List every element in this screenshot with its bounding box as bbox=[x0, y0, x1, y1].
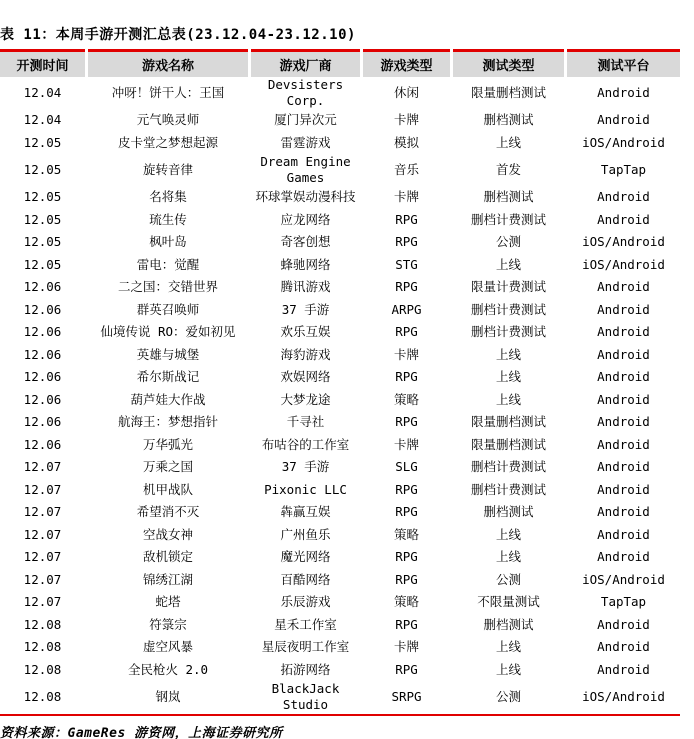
cell-game-name: 群英召唤师 bbox=[136, 301, 200, 317]
page-title: 表 11：本周手游开测汇总表(23.12.04-23.12.10) bbox=[0, 27, 356, 43]
cell-game-name: 旋转音律 bbox=[142, 162, 193, 177]
cell-game-type: 卡牌 bbox=[393, 346, 419, 362]
cell-game-name: 锦绣江湖 bbox=[142, 571, 193, 587]
table-row bbox=[0, 132, 680, 155]
cell-launch-date: 12.07 bbox=[23, 526, 62, 542]
cell-company: 广州鱼乐 bbox=[280, 526, 331, 542]
table-row bbox=[0, 524, 680, 547]
cell-game-type: RPG bbox=[395, 211, 418, 227]
cell-launch-date: 12.07 bbox=[23, 459, 62, 475]
cell-game-name: 名将集 bbox=[149, 189, 187, 205]
cell-platform: Android bbox=[597, 459, 650, 475]
cell-game-name: 葫芦娃大作战 bbox=[130, 391, 206, 407]
cell-game-name: 蛇塔 bbox=[155, 594, 181, 610]
cell-game-name: 全民枪火 2.0 bbox=[127, 661, 209, 677]
cell-platform: iOS/Android bbox=[582, 571, 665, 587]
cell-game-name: 希尔斯战记 bbox=[136, 369, 200, 385]
cell-platform: Android bbox=[597, 301, 650, 317]
cell-game-type: 模拟 bbox=[393, 134, 419, 150]
cell-launch-date: 12.06 bbox=[23, 414, 62, 430]
cell-game-type: RPG bbox=[395, 504, 418, 520]
cell-company: 欢娱网络 bbox=[280, 369, 331, 385]
cell-company: 雷霆游戏 bbox=[280, 134, 331, 150]
cell-company: 乐辰游戏 bbox=[280, 594, 331, 610]
cell-company: 37 手游 bbox=[281, 459, 330, 475]
cell-test-type: 首发 bbox=[495, 162, 521, 177]
table-row bbox=[0, 659, 680, 682]
cell-launch-date: 12.07 bbox=[23, 481, 62, 497]
cell-game-type: 休闲 bbox=[393, 85, 419, 100]
cell-game-name: 空战女神 bbox=[142, 526, 193, 542]
cell-game-type: RPG bbox=[395, 234, 418, 250]
cell-game-type: 策略 bbox=[393, 526, 419, 542]
cell-test-type: 删档测试 bbox=[483, 189, 534, 205]
cell-company: 星禾工作室 bbox=[274, 616, 337, 632]
header-company: 游戏厂商 bbox=[251, 49, 360, 77]
cell-game-type: 策略 bbox=[393, 391, 419, 407]
cell-game-type: RPG bbox=[395, 616, 418, 632]
table-row bbox=[0, 681, 680, 713]
cell-launch-date: 12.06 bbox=[23, 301, 62, 317]
cell-game-type: STG bbox=[395, 256, 418, 272]
cell-platform: Android bbox=[597, 616, 650, 632]
cell-platform: Android bbox=[597, 189, 650, 205]
cell-platform: TapTap bbox=[600, 162, 647, 177]
cell-game-name: 仙境传说 RO：爱如初见 bbox=[100, 324, 236, 340]
cell-game-type: RPG bbox=[395, 661, 418, 677]
cell-test-type: 删档测试 bbox=[483, 616, 534, 632]
table-row bbox=[0, 456, 680, 479]
table-row bbox=[0, 77, 680, 109]
cell-launch-date: 12.07 bbox=[23, 594, 62, 610]
cell-platform: Android bbox=[597, 324, 650, 340]
cell-test-type: 上线 bbox=[495, 549, 521, 565]
cell-test-type: 删档计费测试 bbox=[470, 459, 546, 475]
cell-launch-date: 12.08 bbox=[23, 661, 62, 677]
cell-game-type: 卡牌 bbox=[393, 189, 419, 205]
header-game-name: 游戏名称 bbox=[88, 49, 248, 77]
cell-company: 奇客创想 bbox=[280, 234, 331, 250]
header-launch-date: 开测时间 bbox=[0, 49, 85, 77]
cell-game-name: 虚空风暴 bbox=[142, 639, 193, 655]
cell-test-type: 删档计费测试 bbox=[470, 211, 546, 227]
cell-launch-date: 12.05 bbox=[23, 234, 62, 250]
cell-platform: Android bbox=[597, 414, 650, 430]
cell-launch-date: 12.05 bbox=[23, 134, 62, 150]
cell-game-name: 敌机锁定 bbox=[142, 549, 193, 565]
cell-launch-date: 12.05 bbox=[23, 189, 62, 205]
cell-company: 环球掌娱动漫科技 bbox=[255, 189, 356, 205]
table-row bbox=[0, 109, 680, 132]
cell-platform: Android bbox=[597, 436, 650, 452]
table-row bbox=[0, 636, 680, 659]
cell-test-type: 公测 bbox=[495, 234, 521, 250]
cell-company: Dream Engine Games bbox=[260, 154, 351, 185]
table-body bbox=[0, 77, 680, 713]
cell-platform: Android bbox=[597, 391, 650, 407]
cell-company: 百酷网络 bbox=[280, 571, 331, 587]
table-row bbox=[0, 299, 680, 322]
cell-test-type: 上线 bbox=[495, 391, 521, 407]
cell-test-type: 删档测试 bbox=[483, 112, 534, 128]
table-row bbox=[0, 209, 680, 232]
cell-company: BlackJack Studio bbox=[271, 681, 340, 712]
cell-test-type: 上线 bbox=[495, 526, 521, 542]
header-game-type: 游戏类型 bbox=[363, 49, 450, 77]
cell-game-name: 枫叶岛 bbox=[149, 234, 187, 250]
cell-platform: iOS/Android bbox=[582, 256, 665, 272]
cell-platform: Android bbox=[597, 526, 650, 542]
game-launch-table bbox=[0, 49, 680, 713]
table-row bbox=[0, 154, 680, 186]
cell-game-type: RPG bbox=[395, 369, 418, 385]
cell-game-name: 元气唤灵师 bbox=[136, 112, 200, 128]
cell-game-type: SLG bbox=[395, 459, 418, 475]
cell-launch-date: 12.06 bbox=[23, 346, 62, 362]
cell-launch-date: 12.08 bbox=[23, 639, 62, 655]
cell-game-name: 雷电：觉醒 bbox=[136, 256, 200, 272]
cell-test-type: 上线 bbox=[495, 346, 521, 362]
cell-platform: iOS/Android bbox=[582, 689, 665, 704]
cell-game-name: 皮卡堂之梦想起源 bbox=[117, 134, 218, 150]
cell-platform: Android bbox=[597, 211, 650, 227]
cell-launch-date: 12.06 bbox=[23, 391, 62, 407]
table-row bbox=[0, 546, 680, 569]
cell-company: 魔光网络 bbox=[280, 549, 331, 565]
table-row bbox=[0, 366, 680, 389]
cell-game-type: 卡牌 bbox=[393, 112, 419, 128]
cell-platform: Android bbox=[597, 481, 650, 497]
cell-platform: iOS/Android bbox=[582, 234, 665, 250]
table-row bbox=[0, 186, 680, 209]
cell-platform: Android bbox=[597, 369, 650, 385]
cell-game-type: 策略 bbox=[393, 594, 419, 610]
cell-launch-date: 12.06 bbox=[23, 436, 62, 452]
table-row bbox=[0, 501, 680, 524]
table-row bbox=[0, 276, 680, 299]
table-row bbox=[0, 569, 680, 592]
cell-game-type: RPG bbox=[395, 279, 418, 295]
cell-company: 37 手游 bbox=[281, 301, 330, 317]
cell-platform: Android bbox=[597, 112, 650, 128]
cell-company: 蜂驰网络 bbox=[280, 256, 331, 272]
cell-platform: Android bbox=[597, 549, 650, 565]
cell-test-type: 限量删档测试 bbox=[470, 85, 546, 100]
cell-game-name: 冲呀！饼干人：王国 bbox=[111, 85, 225, 100]
cell-game-type: 卡牌 bbox=[393, 436, 419, 452]
table-row bbox=[0, 321, 680, 344]
table-row bbox=[0, 389, 680, 412]
cell-launch-date: 12.04 bbox=[23, 85, 62, 100]
cell-company: 犇赢互娱 bbox=[280, 504, 331, 520]
cell-game-type: SRPG bbox=[391, 689, 422, 704]
cell-test-type: 上线 bbox=[495, 369, 521, 385]
cell-platform: Android bbox=[597, 504, 650, 520]
cell-launch-date: 12.04 bbox=[23, 112, 62, 128]
cell-platform: Android bbox=[597, 279, 650, 295]
cell-test-type: 上线 bbox=[495, 134, 521, 150]
table-row bbox=[0, 434, 680, 457]
cell-game-name: 符箓宗 bbox=[149, 616, 187, 632]
cell-test-type: 上线 bbox=[495, 661, 521, 677]
cell-game-name: 万乘之国 bbox=[142, 459, 193, 475]
cell-launch-date: 12.07 bbox=[23, 504, 62, 520]
cell-game-name: 琉生传 bbox=[149, 211, 187, 227]
header-test-type: 测试类型 bbox=[453, 49, 564, 77]
cell-company: 腾讯游戏 bbox=[280, 279, 331, 295]
cell-test-type: 上线 bbox=[495, 256, 521, 272]
source-note: 资料来源：GameRes 游资网，上海证券研究所 bbox=[0, 726, 283, 739]
cell-game-name: 航海王：梦想指针 bbox=[117, 414, 218, 430]
cell-launch-date: 12.06 bbox=[23, 369, 62, 385]
cell-platform: iOS/Android bbox=[582, 134, 665, 150]
cell-test-type: 限量计费测试 bbox=[470, 279, 546, 295]
cell-launch-date: 12.08 bbox=[23, 689, 62, 704]
cell-game-name: 机甲战队 bbox=[142, 481, 193, 497]
cell-game-type: RPG bbox=[395, 414, 418, 430]
cell-test-type: 删档计费测试 bbox=[470, 301, 546, 317]
cell-company: 布咕谷的工作室 bbox=[261, 436, 350, 452]
cell-game-type: RPG bbox=[395, 481, 418, 497]
cell-launch-date: 12.08 bbox=[23, 616, 62, 632]
cell-game-type: 音乐 bbox=[393, 162, 419, 177]
table-header-row bbox=[0, 49, 680, 77]
cell-company: 拓游网络 bbox=[280, 661, 331, 677]
cell-platform: Android bbox=[597, 661, 650, 677]
cell-launch-date: 12.06 bbox=[23, 279, 62, 295]
cell-test-type: 限量删档测试 bbox=[470, 414, 546, 430]
cell-game-type: ARPG bbox=[391, 301, 422, 317]
table-row bbox=[0, 591, 680, 614]
cell-platform: Android bbox=[597, 639, 650, 655]
cell-test-type: 删档计费测试 bbox=[470, 324, 546, 340]
table-row bbox=[0, 411, 680, 434]
table-row bbox=[0, 254, 680, 277]
cell-game-name: 二之国：交错世界 bbox=[117, 279, 218, 295]
cell-launch-date: 12.07 bbox=[23, 549, 62, 565]
cell-platform: Android bbox=[597, 346, 650, 362]
cell-test-type: 公测 bbox=[495, 571, 521, 587]
cell-game-name: 万华弧光 bbox=[142, 436, 193, 452]
table-row bbox=[0, 231, 680, 254]
cell-launch-date: 12.05 bbox=[23, 211, 62, 227]
cell-launch-date: 12.05 bbox=[23, 162, 62, 177]
cell-company: 欢乐互娱 bbox=[280, 324, 331, 340]
cell-company: 厦门异次元 bbox=[274, 112, 337, 128]
cell-launch-date: 12.06 bbox=[23, 324, 62, 340]
cell-launch-date: 12.07 bbox=[23, 571, 62, 587]
cell-game-type: RPG bbox=[395, 571, 418, 587]
cell-test-type: 删档测试 bbox=[483, 504, 534, 520]
cell-game-name: 英雄与城堡 bbox=[136, 346, 200, 362]
cell-game-name: 希望消不灭 bbox=[136, 504, 200, 520]
table-row bbox=[0, 614, 680, 637]
cell-company: 海豹游戏 bbox=[280, 346, 331, 362]
cell-company: Devsisters Corp. bbox=[267, 77, 344, 108]
cell-test-type: 上线 bbox=[495, 639, 521, 655]
cell-game-type: RPG bbox=[395, 324, 418, 340]
cell-test-type: 限量删档测试 bbox=[470, 436, 546, 452]
cell-test-type: 删档计费测试 bbox=[470, 481, 546, 497]
cell-company: 千寻社 bbox=[286, 414, 325, 430]
cell-company: Pixonic LLC bbox=[264, 481, 347, 497]
cell-game-type: 卡牌 bbox=[393, 639, 419, 655]
header-platform: 测试平台 bbox=[567, 49, 680, 77]
table-row bbox=[0, 344, 680, 367]
cell-test-type: 公测 bbox=[495, 689, 521, 704]
cell-game-name: 钢岚 bbox=[155, 689, 181, 704]
cell-company: 应龙网络 bbox=[280, 211, 331, 227]
cell-company: 星辰夜明工作室 bbox=[261, 639, 350, 655]
cell-platform: TapTap bbox=[600, 594, 647, 610]
table-row bbox=[0, 479, 680, 502]
cell-test-type: 不限量测试 bbox=[477, 594, 540, 610]
table-bottom-rule bbox=[0, 714, 680, 716]
cell-platform: Android bbox=[597, 85, 650, 100]
cell-game-type: RPG bbox=[395, 549, 418, 565]
cell-launch-date: 12.05 bbox=[23, 256, 62, 272]
cell-company: 大梦龙途 bbox=[280, 391, 331, 407]
